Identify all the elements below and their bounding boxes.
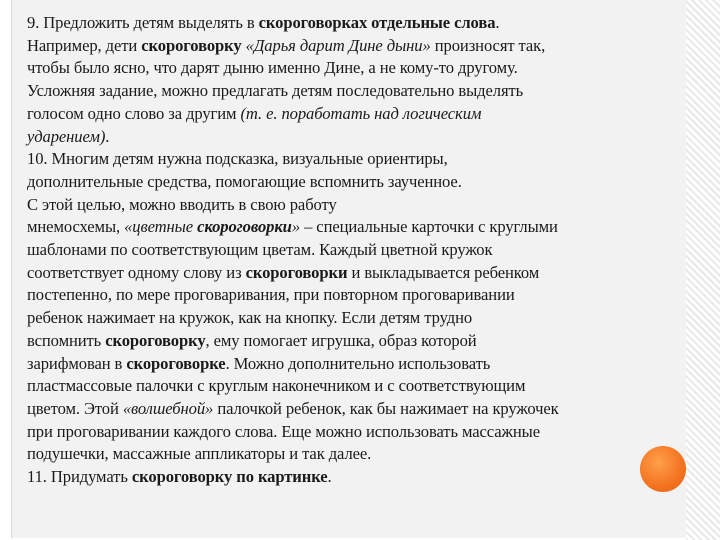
text-line [27,171,682,194]
text-run: постепенно, по мере проговаривания, при повторном проговаривании [27,285,515,305]
text-run: 10. Многим детям нужна подсказка, визуальные ориентиры, [27,149,448,169]
text-run: 11. Придумать [27,467,132,487]
text-run: ребенок нажимает на кружок, как на кнопку. Если детям трудно [27,308,473,328]
text-line [27,216,682,239]
text-line [27,443,682,466]
text-run: скороговорку [105,330,206,350]
text-line [27,103,682,126]
text-run: шаблонами по соответствующим цветам. Каждый цветной кружок [27,240,493,260]
text-run: голосом одно слово за другим [27,103,241,123]
text-run: чтобы было ясно, что дарят дыню именно Дине, а не кому-то другому. [27,58,518,78]
slide-body-text [27,12,682,489]
text-run: С этой целью, можно вводить в свою работу [27,194,337,214]
text-run: » [291,217,301,237]
text-run: произносят так, [430,35,546,55]
text-run: «цветные [124,217,198,237]
text-line [27,262,682,285]
text-line [27,126,682,149]
text-line [27,80,682,103]
text-run: . [105,126,110,146]
text-line [27,330,682,353]
text-run: пластмассовые палочки с круглым наконечником и с соответствующим [27,376,526,396]
text-run: . [327,467,332,487]
text-run: скороговорки [197,217,292,237]
text-run: . [495,13,500,32]
text-run: соответствует одному слову из [27,262,246,282]
text-run [197,217,292,236]
text-line [27,398,682,421]
text-run: скороговорки [245,262,348,282]
text-run: и выкладывается ребенком [347,262,540,282]
text-run: подушечки, массажные аппликаторы и так далее. [27,444,372,464]
text-run: «Дарья дарит Дине дыни» [245,35,431,55]
orange-circle-icon [640,446,686,492]
text-line [27,466,682,489]
decorative-stripe [686,0,720,540]
text-line [27,353,682,376]
text-run: скороговорках отдельные слова [258,13,496,32]
text-line [27,284,682,307]
text-run: скороговорку [141,35,242,55]
text-line [27,35,682,58]
text-line [27,421,682,444]
text-run: зарифмован в [27,353,127,373]
text-run: , ему помогает игрушка, образ которой [205,330,477,350]
text-run: при проговаривании каждого слова. Еще можно использовать массажные [27,421,540,441]
text-run: Например, дети [27,35,142,55]
text-run: 9. Предложить детям выделять в [27,13,259,32]
text-run: цветом. Этой [27,398,123,418]
text-line [27,239,682,262]
text-run: скороговорку по картинке [131,467,328,487]
text-line [27,307,682,330]
text-run: дополнительные средства, помогающие вспомнить заученное. [27,171,462,191]
text-run: вспомнить [27,330,106,350]
text-run: ударением) [27,126,106,146]
text-run: – специальные карточки с круглыми [300,217,558,237]
text-line [27,12,682,35]
text-run: палочкой ребенок, как бы нажимает на кружочек [213,398,559,418]
text-run: . Можно дополнительно использовать [225,353,491,373]
text-line [27,194,682,217]
text-run: скороговорке [126,353,226,373]
text-run: Усложняя задание, можно предлагать детям последовательно выделять [27,81,524,101]
text-run: «волшебной» [122,398,214,418]
text-line [27,148,682,171]
text-run: мнемосхемы, [27,217,125,237]
text-line [27,57,682,80]
text-line [27,375,682,398]
text-run: (т. е. поработать над логическим [240,103,482,123]
